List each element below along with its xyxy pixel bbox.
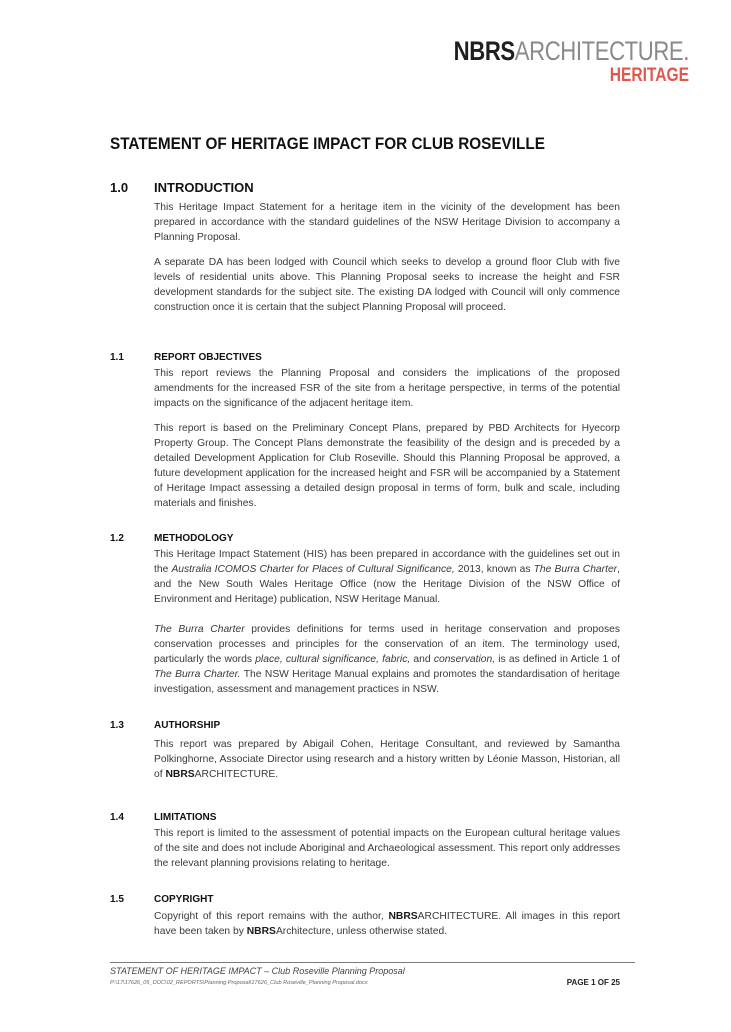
document-title: STATEMENT OF HERITAGE IMPACT FOR CLUB ROSEVILLE — [110, 134, 545, 153]
nbrs-logo — [402, 38, 689, 85]
logo-wordmark: NBRSARCHITECTURE. — [453, 36, 689, 66]
methodology-paragraph-2: The Burra Charter provides definitions for terms used in heritage conservation and proposes conservation processes and principles for the conservation of an item. The terminology used, particularly the words place, cultural significance, fabric, and conservation, is as defined in Article 1 of The Burra Charter. The NSW Heritage Manual explains and promotes the standardisation of heritage investigation, assessment and management practices in NSW. — [154, 624, 620, 696]
section-heading-limitations: LIMITATIONS — [154, 812, 217, 823]
section-heading-objectives: REPORT OBJECTIVES — [154, 352, 262, 363]
copyright-paragraph: Copyright of this report remains with the author, NBRSARCHITECTURE. All images in this report have been taken by NBRSArchitecture, unless otherwise stated. — [154, 911, 621, 938]
section-number-authorship: 1.3 — [110, 720, 124, 731]
limitations-paragraph: This report is limited to the assessment of potential impacts on the European cultural heritage values of the site and does not include Aboriginal and Archaeological assessment. This report only addresses the relevant planning provisions relating to heritage. — [154, 828, 620, 870]
section-number-limitations: 1.4 — [110, 812, 124, 823]
section-heading-intro: INTRODUCTION — [154, 180, 254, 195]
objectives-paragraph-1: This report reviews the Planning Proposal and considers the implications of the proposed amendments for the increased FSR of the site from a heritage perspective, in terms of the potential impacts on the significance of the adjacent heritage item. — [154, 368, 620, 410]
section-heading-methodology: METHODOLOGY — [154, 533, 234, 544]
footer-file-path: P:\17\17626_05_DOC\02_REPORTS\Planning Proposal\17626_Club Roseville_Planning Proposal.docx — [110, 980, 368, 986]
objectives-paragraph-2: This report is based on the Preliminary Concept Plans, prepared by PBD Architects for Hyecorp Property Group. The Concept Plans demonstrate the feasibility of the design and is preceded by a detailed Development Application for Club Roseville. Should this Planning Proposal be approved, a future development application for the increased height and FSR will be accompanied by a Statement of Heritage Impact assessing a detailed design proposal in terms of form, bulk and scale, including materials and finishes. — [154, 423, 620, 510]
intro-paragraph-1: This Heritage Impact Statement for a heritage item in the vicinity of the development has been prepared in accordance with the standard guidelines of the NSW Heritage Division to accompany a Planning Proposal. — [154, 202, 620, 244]
methodology-paragraph-1: This Heritage Impact Statement (HIS) has been prepared in accordance with the guidelines set out in the Australia ICOMOS Charter for Places of Cultural Significance, 2013, known as The Burra Charter, and the New South Wales Heritage Office (now the Heritage Division of the NSW Office of Environment and Heritage) publication, NSW Heritage Manual. — [154, 549, 620, 606]
authorship-paragraph: This report was prepared by Abigail Cohen, Heritage Consultant, and reviewed by Samantha Polkinghorne, Associate Director using research and a history written by Léonie Masson, Historian, all of NBRSARCHITECTURE. — [154, 739, 620, 781]
intro-paragraph-2: A separate DA has been lodged with Council which seeks to develop a ground floor Club with five levels of residential units above. This Planning Proposal seeks to increase the height and FSR development standards for the subject site. The existing DA lodged with Council will only commence construction once it is certain that the subject Planning Proposal will proceed. — [154, 257, 620, 314]
section-number-intro: 1.0 — [110, 180, 129, 195]
section-heading-copyright: COPYRIGHT — [154, 894, 214, 905]
page-number: PAGE 1 OF 25 — [566, 978, 620, 987]
section-number-copyright: 1.5 — [110, 894, 124, 905]
section-number-objectives: 1.1 — [110, 352, 124, 363]
footer-title: STATEMENT OF HERITAGE IMPACT – Club Roseville Planning Proposal — [110, 966, 405, 976]
section-heading-authorship: AUTHORSHIP — [154, 720, 221, 731]
section-number-methodology: 1.2 — [110, 533, 124, 544]
footer-divider — [110, 962, 635, 963]
logo-subtitle: HERITAGE — [609, 65, 689, 86]
